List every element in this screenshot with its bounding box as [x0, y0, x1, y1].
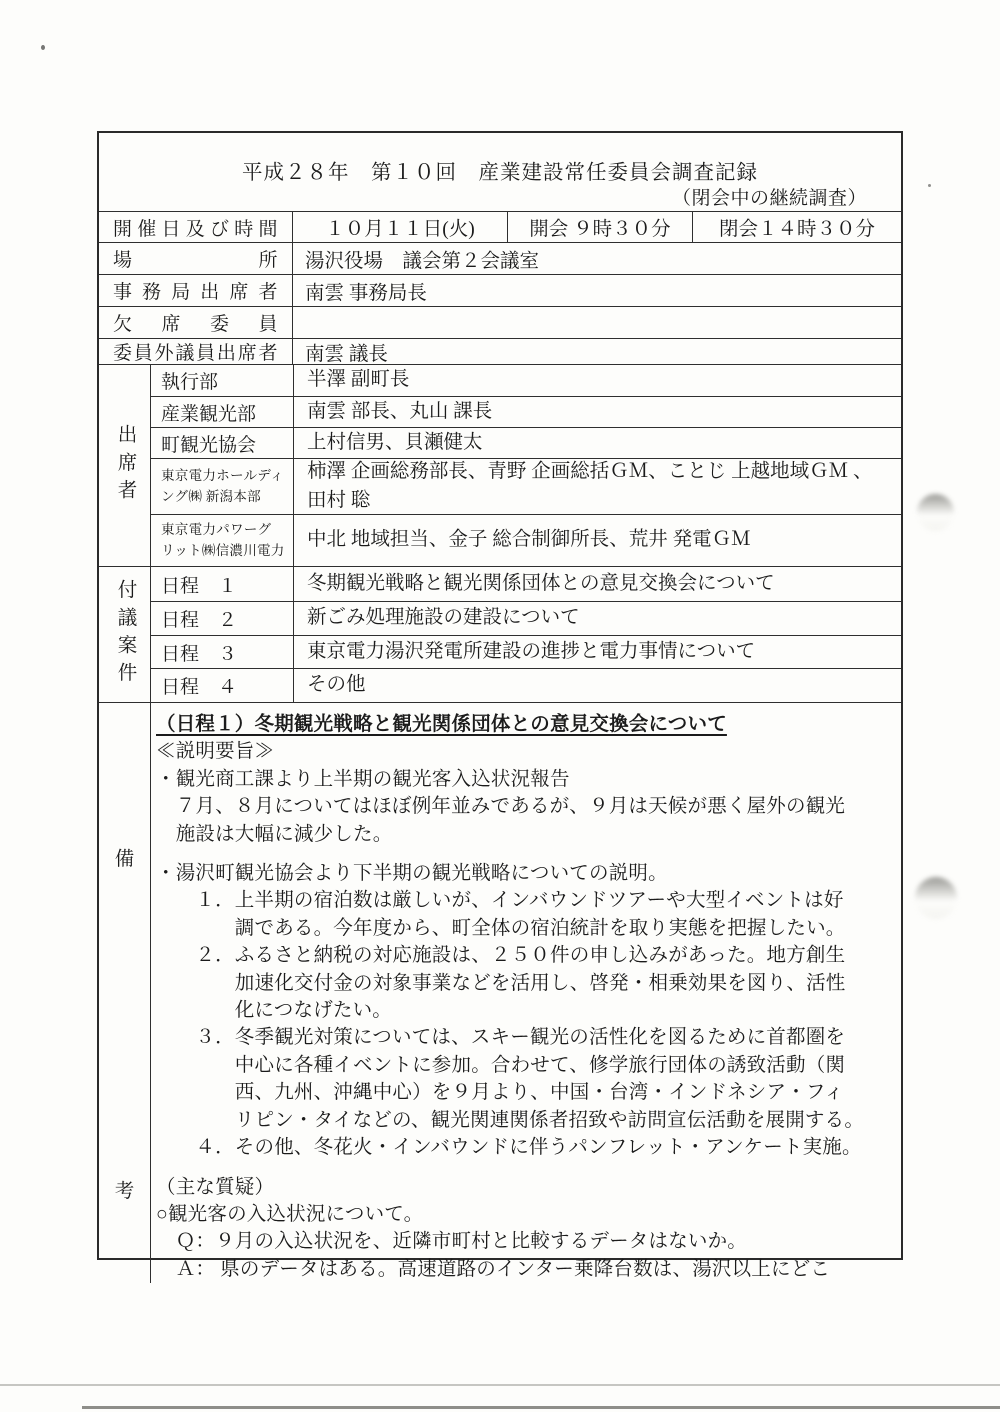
remarks-line: （主な質疑）: [156, 1176, 275, 1198]
agenda-no: 日程 ３: [161, 643, 238, 665]
attendee-org: 東京電力ホールディング㈱ 新潟本部: [161, 468, 284, 504]
agenda-no: 日程 ２: [161, 610, 238, 631]
attendee-row: [151, 396, 901, 427]
attendee-names: 柿澤 企画総務部長、青野 企画総括ＧＭ、ことじ 上越地域ＧＭ 、田村 聡: [293, 459, 901, 514]
attendee-names: 上村信男、貝瀬健太: [293, 428, 901, 458]
agenda-section-label: 付議案件: [114, 579, 136, 690]
document-subtitle: （閉会中の継続調査）: [671, 188, 867, 209]
close-time: 閉会１４時３０分: [692, 212, 901, 242]
row-absent-members: [99, 306, 901, 338]
place-value: 湯沢役場 議会第２会議室: [292, 243, 901, 274]
agenda-item: [151, 601, 901, 635]
attendee-org: 町観光協会: [161, 434, 257, 456]
meeting-date: １０月１１日(火): [292, 212, 507, 242]
attendee-names: 中北 地域担当、金子 総合制御所長、荒井 発電ＧＭ: [293, 515, 901, 566]
remarks-line: Ａ： 県のデータはある。高速道路のインター乗降台数は、湯沢以上にどこ: [156, 1258, 831, 1280]
attendee-names: 南雲 部長、丸山 課長: [293, 397, 901, 427]
remarks-line: ○観光客の入込状況について。: [156, 1203, 424, 1225]
row-non-member-attendees: [99, 338, 901, 364]
attendee-names: 半澤 副町長: [293, 365, 901, 396]
attendee-row: [151, 427, 901, 458]
agenda-rows: [150, 567, 901, 702]
remarks-line: リピン・タイなどの、観光関連関係者招致や訪問宣伝活動を展開する。: [156, 1109, 865, 1131]
attendee-org: 産業観光部: [161, 403, 257, 425]
attendees-section: [99, 364, 901, 566]
remarks-line: 調である。今年度から、町全体の宿泊統計を取り実態を把握したい。: [156, 917, 846, 939]
remarks-label-char: 備: [114, 849, 135, 870]
remarks-line: ・観光商工課より上半期の観光客入込状況報告: [156, 768, 570, 790]
attendees-rows: [150, 365, 901, 566]
remarks-line: ７月、８月についてはほぼ例年並みであるが、９月は天候が悪く屋外の観光: [156, 796, 846, 818]
absent-value: [292, 307, 901, 338]
punch-hole-artifact: [917, 494, 954, 531]
remarks-line: ３．冬季観光対策については、スキー観光の活性化を図るために首都圏を: [156, 1027, 846, 1049]
attendee-org: 執行部: [161, 372, 219, 393]
remarks-label-char: 考: [114, 1181, 135, 1203]
meeting-record-table: [97, 131, 903, 1280]
agenda-no: 日程 ４: [161, 677, 238, 698]
scan-speck: [41, 45, 45, 50]
punch-hole-artifact: [915, 877, 957, 919]
secretariat-label: 事務局出席者: [113, 282, 278, 303]
open-time: 開会 ９時３０分: [507, 212, 692, 242]
agenda-item: [151, 668, 901, 702]
absent-label: 欠席委員: [113, 314, 278, 335]
agenda-item: [151, 635, 901, 668]
row-datetime: [99, 211, 901, 242]
attendee-row: [151, 365, 901, 396]
document-title: 平成２８年 第１０回 産業建設常任委員会調査記録: [242, 162, 758, 184]
remarks-line: ４．その他、冬花火・インバウンドに伴うパンフレット・アンケート実施。: [156, 1137, 862, 1159]
secretariat-value: 南雲 事務局長: [292, 275, 901, 306]
scan-edge-line: [82, 1406, 1000, 1409]
remarks-line: Ｑ：９月の入込状況を、近隣市町村と比較するデータはないか。: [156, 1231, 748, 1253]
attendees-section-label: 出席者: [114, 423, 136, 508]
remarks-line: 加速化交付金の対象事業などを活用し、啓発・相乗効果を図り、活性: [156, 972, 846, 994]
remarks-line: 化につなげたい。: [156, 1000, 393, 1022]
remarks-section-label: [99, 703, 150, 1283]
row-place: [99, 242, 901, 274]
remarks-line: 西、九州、沖縄中心）を９月より、中国・台湾・インドネシア・フィ: [156, 1082, 844, 1104]
row-secretariat: [99, 274, 901, 306]
remarks-section: [99, 702, 901, 1283]
remarks-line: １．上半期の宿泊数は厳しいが、インバウンドツアーや大型イベントは好: [156, 890, 844, 912]
agenda-title: 新ごみ処理施設の建設について: [293, 602, 901, 635]
attendee-org: 東京電力パワーグリット㈱信濃川電力: [161, 522, 285, 558]
non-member-label: 委員外議員出席者: [113, 343, 278, 364]
remarks-line: （日程１）冬期観光戦略と観光関係団体との意見交換会について: [156, 714, 727, 735]
remarks-content: [150, 703, 901, 1283]
agenda-no: 日程 １: [161, 575, 238, 597]
scan-edge-line: [0, 1384, 1000, 1386]
agenda-section: [99, 566, 901, 702]
title-block: [99, 133, 901, 211]
agenda-item: [151, 567, 901, 601]
non-member-value: 南雲 議長: [292, 339, 901, 364]
datetime-label: 開催日及び時間: [113, 218, 278, 240]
place-label: 場所: [113, 250, 278, 271]
remarks-line: ２．ふるさと納税の対応施設は、２５０件の申し込みがあった。地方創生: [156, 945, 846, 967]
remarks-line: ・湯沢町観光協会より下半期の観光戦略についての説明。: [156, 863, 668, 885]
remarks-line: ≪説明要旨≫: [156, 741, 275, 763]
remarks-line: 中心に各種イベントに参加。合わせて、修学旅行団体の誘致活動（関: [156, 1054, 846, 1076]
remarks-line: [156, 848, 897, 860]
attendee-row: [151, 458, 901, 514]
agenda-title: 冬期観光戦略と観光関係団体との意見交換会について: [293, 567, 901, 601]
agenda-title: 東京電力湯沢発電所建設の進捗と電力事情について: [293, 636, 901, 668]
remarks-line: [156, 1162, 897, 1174]
scan-speck: [928, 184, 931, 187]
attendee-row: [151, 514, 901, 566]
agenda-title: その他: [293, 669, 901, 702]
remarks-line: 施設は大幅に減少した。: [156, 823, 393, 845]
